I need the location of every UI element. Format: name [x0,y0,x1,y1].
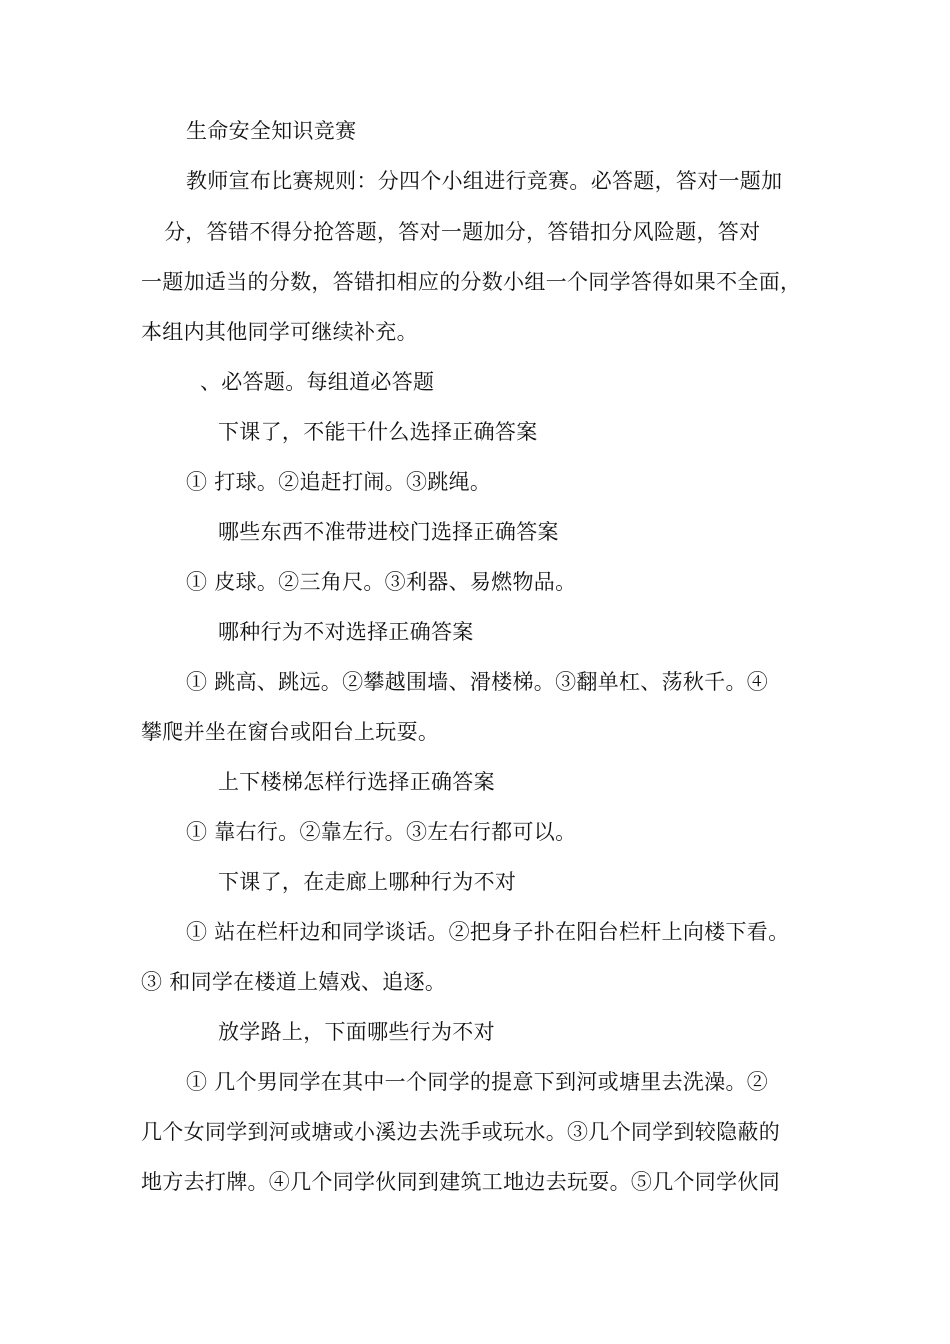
question-6-options-line-3: 地方去打牌。④几个同学伙同到建筑工地边去玩耍。⑤几个同学伙同 [141,1170,780,1194]
question-1-options: ① 打球。②追赶打闹。③跳绳。 [186,470,492,494]
question-5-options-line-1: ① 站在栏杆边和同学谈话。②把身子扑在阳台栏杆上向楼下看。 [186,920,790,944]
question-2-options: ① 皮球。②三角尺。③利器、易燃物品。 [186,570,577,594]
rules-line-3: 一题加适当的分数，答错扣相应的分数小组一个同学答得如果不全面， [141,270,802,294]
question-6-options-line-2: 几个女同学到河或塘或小溪边去洗手或玩水。③几个同学到较隐蔽的 [141,1120,780,1144]
question-4-options: ① 靠右行。②靠左行。③左右行都可以。 [186,820,577,844]
rules-line-4: 本组内其他同学可继续补充。 [141,320,418,344]
question-6: 放学路上，下面哪些行为不对 [218,1020,495,1044]
question-6-options-line-1: ① 几个男同学在其中一个同学的提意下到河或塘里去洗澡。② [186,1070,769,1094]
question-2: 哪些东西不准带进校门选择正确答案 [218,520,559,544]
question-4: 上下楼梯怎样行选择正确答案 [218,770,495,794]
document-title: 生命安全知识竞赛 [186,119,357,143]
rules-line-1: 教师宣布比赛规则：分四个小组进行竞赛。必答题，答对一题加 [186,169,783,193]
question-1: 下课了，不能干什么选择正确答案 [218,420,538,444]
question-5: 下课了，在走廊上哪种行为不对 [218,870,517,894]
question-5-options-line-2: ③ 和同学在楼道上嬉戏、追逐。 [141,970,447,994]
question-3-options-line-1: ① 跳高、跳远。②攀越围墙、滑楼梯。③翻单杠、荡秋千。④ [186,670,769,694]
section-heading: 、必答题。每组道必答题 [200,370,435,394]
question-3-options-line-2: 攀爬并坐在窗台或阳台上玩耍。 [141,720,440,744]
question-3: 哪种行为不对选择正确答案 [218,620,474,644]
rules-line-2: 分，答错不得分抢答题，答对一题加分，答错扣分风险题，答对 [164,220,761,244]
